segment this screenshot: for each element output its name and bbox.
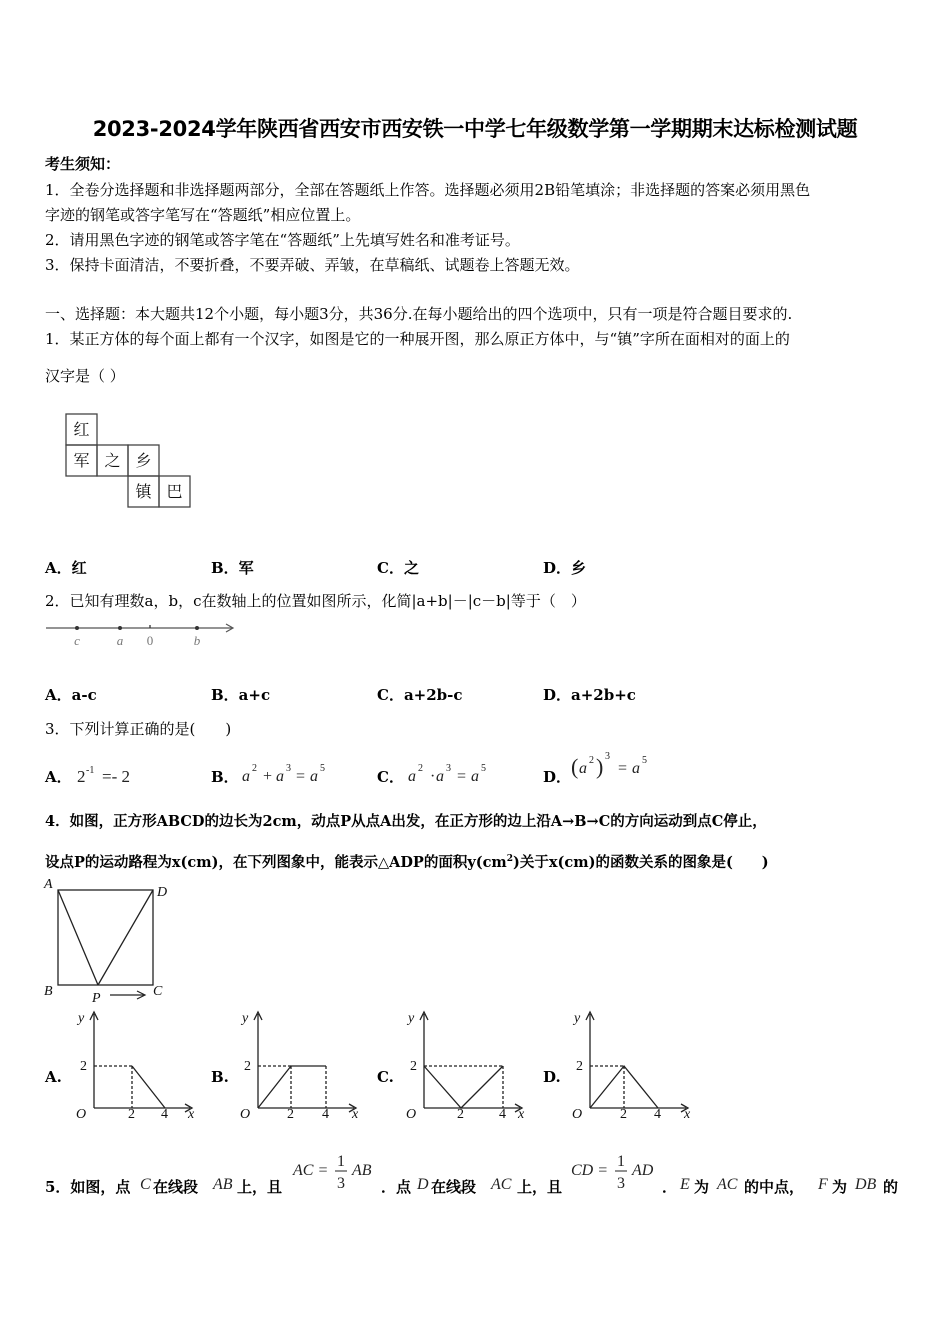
- expr-d-exp1: 2: [589, 755, 594, 766]
- expr-c-exp1: 2: [418, 763, 423, 774]
- q3-text: 3．下列计算正确的是( ): [45, 720, 232, 738]
- graph-c-origin: O: [406, 1107, 417, 1122]
- q2-option-d[interactable]: D．a+2b+c: [543, 686, 636, 704]
- q5-text-part-5: 在线段: [431, 1178, 477, 1196]
- q4-graph-b[interactable]: [234, 1008, 369, 1126]
- expr-c-exp3: 5: [481, 763, 486, 774]
- eq2-lhs: CD =: [571, 1162, 609, 1179]
- expr-b-plus: +: [263, 768, 273, 785]
- q3-option-a-label[interactable]: A．: [45, 768, 72, 786]
- expr-a-base: 2: [77, 767, 86, 786]
- graph-a-x-tick-2: 2: [128, 1107, 135, 1122]
- expr-b-term3: a: [310, 768, 318, 785]
- q5-text-part-4: ．点: [381, 1178, 412, 1196]
- graph-d-y-tick: 2: [576, 1059, 583, 1074]
- square-vertex-a: A: [44, 877, 53, 892]
- graph-d-origin: O: [572, 1107, 583, 1122]
- q4-superscript: 2: [506, 854, 514, 864]
- graph-b-x-tick-4: 4: [322, 1107, 329, 1122]
- q5-text-part-1: 5．如图，点: [45, 1178, 131, 1196]
- q3-option-c-label[interactable]: C．: [377, 768, 404, 786]
- page-title: 2023-2024学年陕西省西安市西安铁一中学七年级数学第一学期期末达标检测试题: [92, 117, 858, 141]
- q1-option-d[interactable]: D．乡: [543, 559, 587, 577]
- q5-text-part-11: 的: [883, 1178, 899, 1196]
- graph-b-x-label: x: [352, 1107, 359, 1122]
- q5-text-part-9: 的中点，: [744, 1178, 805, 1196]
- graph-d-x-label: x: [684, 1107, 691, 1122]
- graph-c-y-tick: 2: [410, 1059, 417, 1074]
- q4-graph-c[interactable]: [400, 1008, 535, 1126]
- q5-text-part-2: 在线段: [153, 1178, 199, 1196]
- q4-graph-a[interactable]: [70, 1008, 205, 1126]
- q4-option-c-label[interactable]: C.: [377, 1068, 394, 1086]
- q5-segment-db: DB: [855, 1176, 877, 1193]
- square-figure: [40, 874, 175, 1006]
- q4-option-b-label[interactable]: B.: [211, 1068, 229, 1086]
- q3-option-d-label[interactable]: D．: [543, 768, 572, 786]
- q2-option-c[interactable]: C．a+2b-c: [377, 686, 463, 704]
- number-line-label-zero: 0: [146, 633, 154, 648]
- expr-c-equals: =: [457, 768, 467, 785]
- expr-c-term3: a: [471, 768, 479, 785]
- q2-option-a[interactable]: A．a-c: [45, 686, 97, 704]
- graph-b-x-tick-2: 2: [287, 1107, 294, 1122]
- notice-heading: 考生须知：: [45, 155, 121, 173]
- graph-c-x-tick-2: 2: [457, 1107, 464, 1122]
- eq1-rhs: AB: [352, 1162, 372, 1179]
- notice-line-2: 2．请用黑色字迹的钢笔或答字笔在“答题纸”上先填写姓名和准考证号。: [45, 231, 520, 249]
- eq2-fraction-denominator: 3: [617, 1175, 625, 1192]
- net-cell-1: 红: [73, 422, 90, 439]
- q5-equation-1: [290, 1150, 382, 1200]
- expr-d-exp3: 5: [642, 755, 647, 766]
- net-cell-6: 巴: [166, 484, 183, 501]
- q4-text-line-2-part-1: 设点P的运动路程为x(cm)，在下列图象中，能表示△ADP的面积y(cm: [45, 853, 507, 871]
- q3-option-a-expression: [72, 758, 152, 788]
- cube-net-figure: [60, 408, 195, 516]
- expr-a-rest: =- 2: [102, 767, 130, 786]
- eq1-fraction-numerator: 1: [337, 1153, 345, 1170]
- section-heading: 一、选择题：本大题共12个小题，每小题3分，共36分.在每小题给出的四个选项中，只有一项是符合题目要求的.: [45, 305, 793, 323]
- q5-text-part-3: 上，且: [237, 1178, 283, 1196]
- graph-a-origin: O: [76, 1107, 87, 1122]
- square-point-p: P: [92, 991, 101, 1006]
- notice-line-1: 1．全卷分选择题和非选择题两部分，全部在答题纸上作答。选择题必须用2B铅笔填涂；非选择题的答案必须用黑色: [45, 181, 811, 199]
- graph-b-origin: O: [240, 1107, 251, 1122]
- graph-d-y-label: y: [574, 1011, 581, 1026]
- q2-text: 2．已知有理数a，b，c在数轴上的位置如图所示，化简|a+b|－|c－b|等于（ ）: [45, 592, 586, 610]
- square-vertex-c: C: [153, 984, 163, 999]
- expr-b-term2: a: [276, 768, 284, 785]
- expr-b-exp1: 2: [252, 763, 257, 774]
- net-cell-2: 军: [73, 453, 90, 470]
- expr-d-close-paren: ): [596, 754, 604, 779]
- graph-c-x-tick-4: 4: [499, 1107, 506, 1122]
- q5-text-part-6: 上，且: [517, 1178, 563, 1196]
- expr-a-exponent: -1: [86, 765, 95, 776]
- q1-option-b[interactable]: B．军: [211, 559, 254, 577]
- q1-text-line-1: 1．某正方体的每个面上都有一个汉字，如图是它的一种展开图，那么原正方体中，与“镇”字所在面相对的面上的: [45, 330, 790, 348]
- q5-segment-ab: AB: [213, 1176, 233, 1193]
- q3-option-b-expression: [238, 758, 338, 788]
- number-line-figure: [44, 618, 239, 650]
- q4-graph-d[interactable]: [566, 1008, 701, 1126]
- expr-b-term1: a: [242, 768, 250, 785]
- q1-option-a[interactable]: A．红: [45, 559, 87, 577]
- q5-equation-2: [568, 1150, 663, 1200]
- net-cell-4: 乡: [135, 453, 152, 470]
- number-line-label-c: c: [74, 633, 80, 648]
- expr-b-exp3: 5: [320, 763, 325, 774]
- graph-a-x-label: x: [188, 1107, 195, 1122]
- q1-text-line-2: 汉字是（ ）: [45, 367, 125, 385]
- graph-a-y-label: y: [78, 1011, 85, 1026]
- expr-b-equals: =: [296, 768, 306, 785]
- q4-text-line-1: 4．如图，正方形ABCD的边长为2cm，动点P从点A出发，在正方形的边上沿A→B→C的方向运动到点C停止，: [45, 813, 767, 830]
- expr-d-term2: a: [632, 760, 640, 777]
- expr-d-equals: =: [618, 760, 628, 777]
- notice-line-1b: 字迹的钢笔或答字笔写在“答题纸”相应位置上。: [45, 206, 361, 224]
- graph-c-y-label: y: [408, 1011, 415, 1026]
- q3-option-c-expression: [404, 758, 499, 788]
- graph-d-x-tick-2: 2: [620, 1107, 627, 1122]
- graph-c-x-label: x: [518, 1107, 525, 1122]
- square-vertex-b: B: [44, 984, 53, 999]
- eq1-lhs: AC =: [293, 1162, 329, 1179]
- q5-point-c: C: [140, 1176, 151, 1193]
- eq2-rhs: AD: [632, 1162, 654, 1179]
- expr-c-dot: ·: [430, 768, 436, 785]
- net-cell-3: 之: [104, 453, 121, 470]
- q5-point-f: F: [818, 1176, 828, 1193]
- eq2-fraction-numerator: 1: [617, 1153, 625, 1170]
- expr-c-term1: a: [408, 768, 416, 785]
- q4-option-a-label[interactable]: A.: [45, 1068, 62, 1086]
- number-line-label-b: b: [193, 633, 201, 648]
- q5-text-part-7: ．: [662, 1178, 678, 1196]
- expr-d-term1: a: [579, 760, 587, 777]
- q4-option-d-label[interactable]: D.: [543, 1068, 561, 1086]
- graph-d-x-tick-4: 4: [654, 1107, 661, 1122]
- q5-text-part-10: 为: [832, 1178, 848, 1196]
- q5-point-d: D: [417, 1176, 429, 1193]
- expr-b-exp2: 3: [286, 763, 291, 774]
- q4-text-line-2: [45, 849, 769, 873]
- notice-line-3: 3．保持卡面清洁，不要折叠，不要弄破、弄皱，在草稿纸、试题卷上答题无效。: [45, 256, 580, 274]
- number-line-label-a: a: [116, 633, 124, 648]
- graph-b-y-tick: 2: [244, 1059, 251, 1074]
- net-cell-5: 镇: [135, 484, 152, 501]
- q5-segment-ac: AC: [491, 1176, 512, 1193]
- q4-text-line-2-part-2: )关于x(cm)的函数关系的图象是( ): [513, 853, 769, 871]
- q5-point-e: E: [680, 1176, 690, 1193]
- expr-c-exp2: 3: [446, 763, 451, 774]
- q2-option-b[interactable]: B．a+c: [211, 686, 271, 704]
- graph-a-y-tick: 2: [80, 1059, 87, 1074]
- eq1-fraction-denominator: 3: [337, 1175, 345, 1192]
- q5-segment-ac-2: AC: [717, 1176, 738, 1193]
- q3-option-d-expression: [568, 750, 663, 784]
- expr-c-term2: a: [436, 768, 444, 785]
- expr-d-open-paren: (: [571, 754, 579, 779]
- expr-d-exp2: 3: [605, 751, 610, 762]
- q5-text-part-8: 为: [694, 1178, 710, 1196]
- q1-option-c[interactable]: C．之: [377, 559, 419, 577]
- square-vertex-d: D: [157, 885, 168, 900]
- q3-option-b-label[interactable]: B．: [211, 768, 239, 786]
- graph-b-y-label: y: [242, 1011, 249, 1026]
- graph-a-x-tick-4: 4: [161, 1107, 168, 1122]
